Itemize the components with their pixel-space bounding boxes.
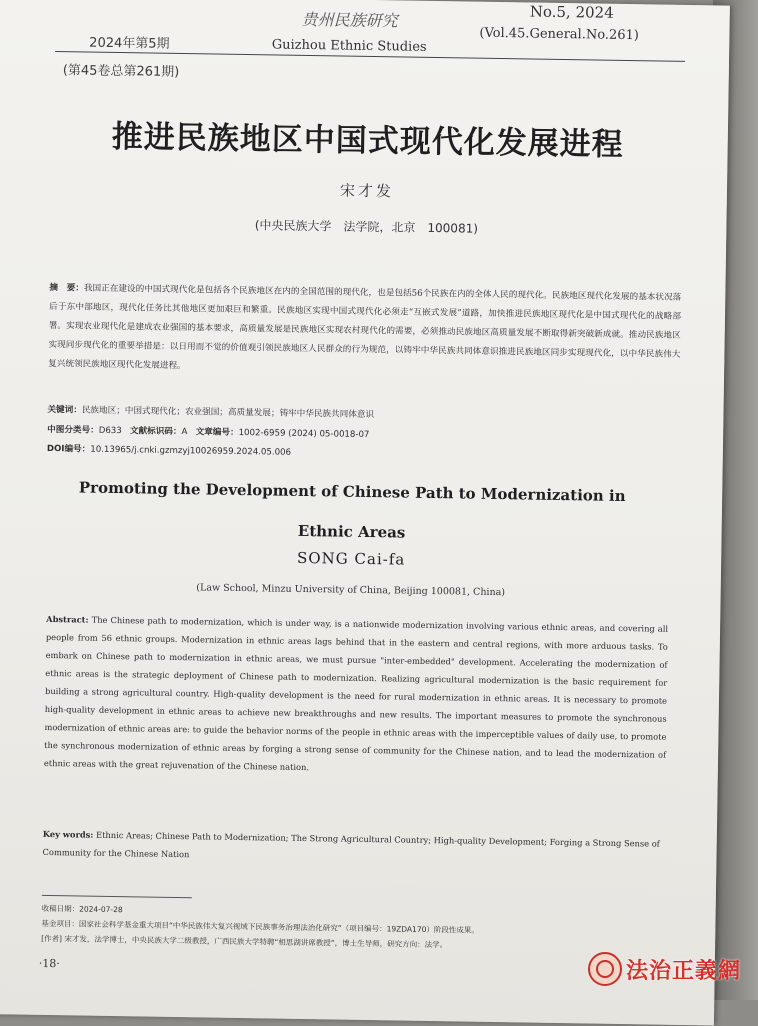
clc-label: 中图分类号： bbox=[47, 424, 99, 436]
page-number: ·18· bbox=[38, 956, 60, 971]
keywords-en bbox=[42, 825, 664, 871]
title-en bbox=[41, 467, 662, 557]
issue-cn: 2024年第5期 bbox=[89, 35, 170, 52]
keywords-cn-label: 关键词： bbox=[47, 404, 82, 416]
abstract-en bbox=[44, 610, 668, 782]
article-id-value: 1002-6959 (2024) 05-0018-07 bbox=[238, 427, 370, 441]
abstract-cn-label: 摘 要： bbox=[49, 282, 84, 294]
abstract-en-text: The Chinese path to modernization, which is under way, is a nationwide modernization involving various ethnic areas, and covering all people from 56 ethnic groups. Modernization in ethnic areas lags behind that in the eastern and central regions, with more arduous tasks. To embark on Chinese path to modernization in ethnic areas, we must pursue "inter-embedded" development. Accelerating the modernization of ethnic areas is the strategic deployment of Chinese path to modernization. Realizing agricultural modernization is the basic requirement for building a strong agricultural country. High-quality development is the need for rural modernization in ethnic areas. It is necessary to promote high-quality development in ethnic areas to achieve new breakthroughs and new results. The important measures to promote the synchronous modernization of ethnic areas are: to guide the behavior norms of the people in ethnic areas with the imperceptible values of daily use, to promote the synchronous modernization of ethnic areas by forging a strong sense of community for the Chinese nation, and to lead the modernization of ethnic areas with the great rejuvenation of the Chinese nation. bbox=[43, 614, 669, 773]
issue-en: No.5, 2024 bbox=[529, 2, 614, 22]
footnote-received: 收稿日期：2024-07-28 bbox=[41, 903, 123, 915]
doi-line bbox=[47, 442, 291, 458]
footnote-fund: 基金项目：国家社会科学基金重大项目“中华民族伟大复兴视域下民族事务治理法治化研究”（项目编号：19ZDA170）阶段性成果。 bbox=[41, 918, 479, 935]
watermark-text: 法治正義網 bbox=[626, 958, 742, 984]
abstract-cn bbox=[48, 279, 681, 384]
volume-cn: (第45卷总第261期) bbox=[62, 63, 180, 80]
title-en-line2: Ethnic Areas bbox=[297, 521, 406, 542]
abstract-cn-text: 我国正在建设的中国式现代化是包括各个民族地区在内的全国范围的现代化，也是包括56个民族在内的全体人民的现代化。民族地区现代化发展的基本状况落后于东中部地区，现代化任务比其他地区更加艰巨和繁重。民族地区实现中国式现代化必须走“互嵌式发展”道路，加快推进民族地区现代化是中国式现代化的战略部署。实现农业现代化是建成农业强国的基本要求，高质量发展是民族地区实现农村现代化的需要，必须推动民族地区高质量发展不断取得新突破新成就。推动民族地区实现同步现代化的重要举措是：以日用而不觉的价值观引领民族地区人民群众的行为规范，以铸牢中华民族共同体意识推进民族地区同步实现现代化，以中华民族伟大复兴统领民族地区现代化发展进程。 bbox=[48, 283, 682, 372]
abstract-en-label: Abstract: bbox=[46, 613, 89, 625]
doc-code-label: 文献标识码： bbox=[129, 426, 182, 438]
watermark-seal-icon bbox=[588, 952, 622, 986]
doc-code-value: A bbox=[181, 427, 188, 438]
author-en: SONG Cai-fa bbox=[296, 548, 406, 569]
doi-label: DOI编号： bbox=[46, 443, 91, 455]
footnote-author-bio: [作者] 宋才发，法学博士，中央民族大学二级教授，广西民族大学特聘“相思湖讲席教授”，博士生导师，研究方向：法学。 bbox=[41, 933, 448, 950]
doi-value: 10.13965/j.cnki.gzmzyj10026959.2024.05.006 bbox=[90, 444, 292, 458]
watermark bbox=[588, 952, 741, 986]
footnote-rule bbox=[42, 895, 192, 898]
keywords-en-label: Key words: bbox=[42, 828, 94, 840]
keywords-cn bbox=[47, 403, 374, 420]
journal-name bbox=[259, 6, 440, 55]
affiliation-cn: (中央民族大学 法学院，北京 100081) bbox=[254, 218, 479, 236]
title-en-line1: Promoting the Development of Chinese Path to Modernization in bbox=[78, 478, 626, 506]
title-cn: 推进民族地区中国式现代化发展进程 bbox=[111, 118, 624, 163]
classification-line bbox=[47, 423, 369, 440]
footnote bbox=[41, 901, 662, 956]
clc-value: D633 bbox=[98, 425, 122, 437]
journal-name-en: Guizhou Ethnic Studies bbox=[271, 37, 427, 55]
affiliation-en: (Law School, Minzu University of China, Beijing 100081, China) bbox=[196, 582, 506, 599]
author-cn: 宋才发 bbox=[339, 181, 395, 201]
journal-name-cn: 贵州民族研究 bbox=[301, 9, 398, 31]
volume-en: (Vol.45.General.No.261) bbox=[479, 25, 639, 44]
keywords-en-text: Ethnic Areas; Chinese Path to Modernization; The Strong Agricultural Country; High-quality Development; Forging a Strong Sense of Community for the Chinese Nation bbox=[42, 829, 660, 860]
keywords-cn-text: 民族地区；中国式现代化；农业强国；高质量发展；铸牢中华民族共同体意识 bbox=[81, 405, 375, 421]
article-id-label: 文章编号： bbox=[195, 427, 239, 438]
